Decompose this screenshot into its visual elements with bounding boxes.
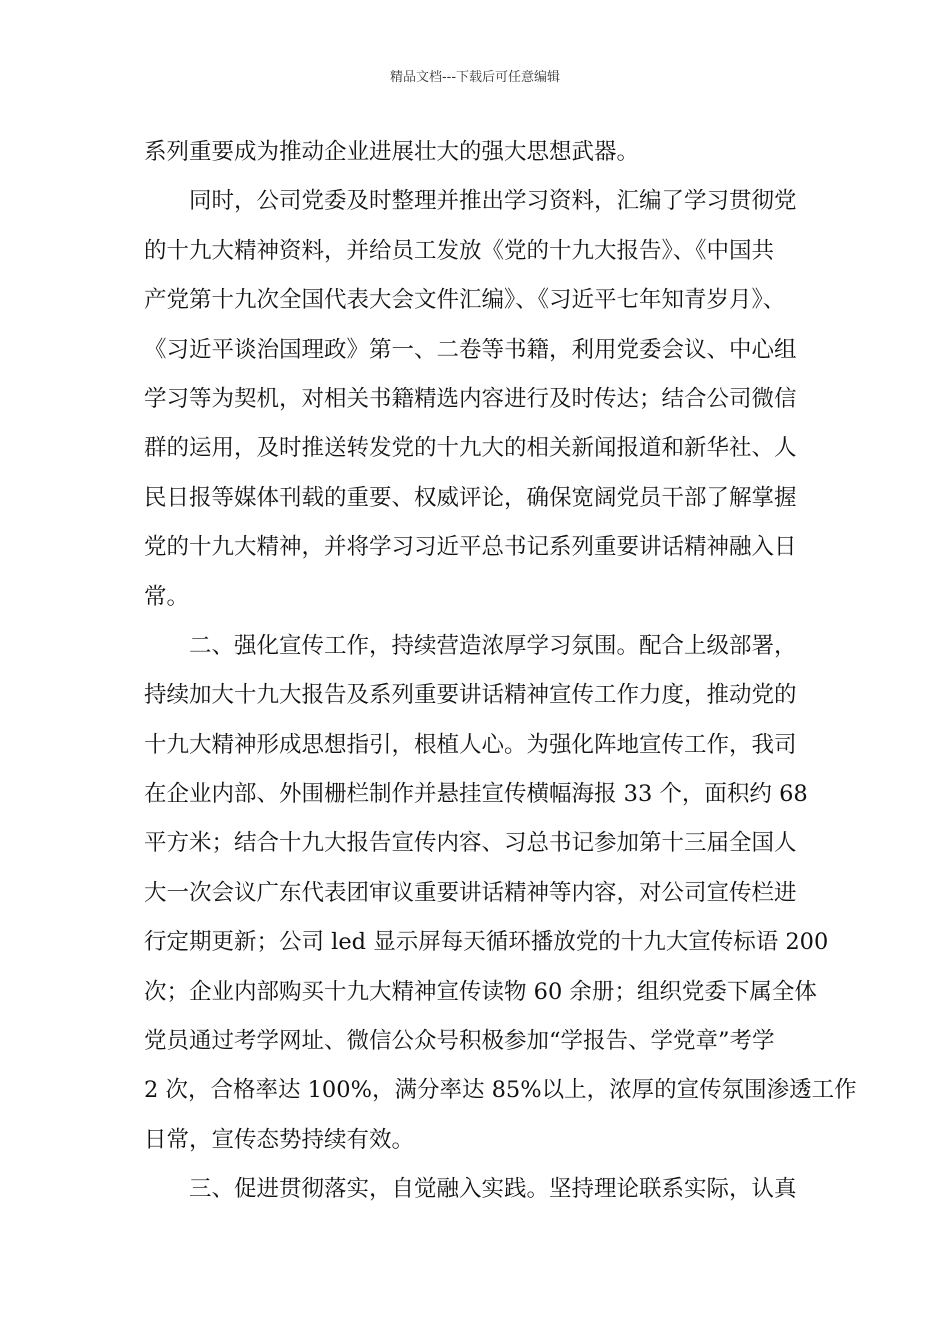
text-line: 产党第十九次全国代表大会文件汇编》、《习近平七年知青岁月》、	[144, 287, 786, 314]
text-line: 群的运用，及时推送转发党的十九大的相关新闻报道和新华社、人	[144, 435, 797, 462]
text-line: 《习近平谈治国理政》第一、二卷等书籍，利用党委会议、中心组	[144, 336, 797, 363]
text-line: 学习等为契机，对相关书籍精选内容进行及时传达；结合公司微信	[144, 385, 797, 412]
text-line: 三、促进贯彻落实，自觉融入实践。坚持理论联系实际，认真	[144, 1176, 797, 1203]
text-line: 系列重要成为推动企业进展壮大的强大思想武器。	[144, 139, 640, 165]
text-line: 民日报等媒体刊载的重要、权威评论，确保宽阔党员干部了解掌握	[144, 484, 797, 511]
document-body	[144, 128, 857, 1215]
text-line: 十九大精神形成思想指引，根植人心。为强化阵地宣传工作，我司	[144, 731, 797, 758]
text-line: 常。	[144, 583, 190, 610]
text-line: 同时，公司党委及时整理并推出学习资料，汇编了学习贯彻党	[144, 188, 797, 215]
text-line: 2 次，合格率达 100%，满分率达 85%以上，浓厚的宣传氛围渗透工作	[144, 1077, 857, 1104]
text-line: 日常，宣传态势持续有效。	[144, 1126, 415, 1153]
text-line: 党员通过考学网址、微信公众号积极参加“学报告、学党章”考学	[144, 1028, 775, 1055]
text-line: 平方米；结合十九大报告宣传内容、习总书记参加第十三届全国人	[144, 830, 797, 857]
text-line: 二、强化宣传工作，持续营造浓厚学习氛围。配合上级部署，	[144, 632, 797, 659]
text-line: 大一次会议广东代表团审议重要讲话精神等内容，对公司宣传栏进	[144, 879, 797, 906]
text-line: 在企业内部、外围栅栏制作并悬挂宣传横幅海报 33 个，面积约 68	[144, 781, 808, 808]
text-line: 党的十九大精神，并将学习习近平总书记系列重要讲话精神融入日	[144, 534, 797, 561]
text-line: 行定期更新；公司 led 显示屏每天循环播放党的十九大宣传标语 200	[144, 929, 829, 956]
text-line: 次；企业内部购买十九大精神宣传读物 60 余册；组织党委下属全体	[144, 978, 817, 1005]
page-header: 精品文档---下载后可任意编辑	[389, 70, 561, 85]
text-line: 持续加大十九大报告及系列重要讲话精神宣传工作力度，推动党的	[144, 682, 797, 709]
text-line: 的十九大精神资料，并给员工发放《党的十九大报告》、《中国共	[144, 237, 775, 264]
